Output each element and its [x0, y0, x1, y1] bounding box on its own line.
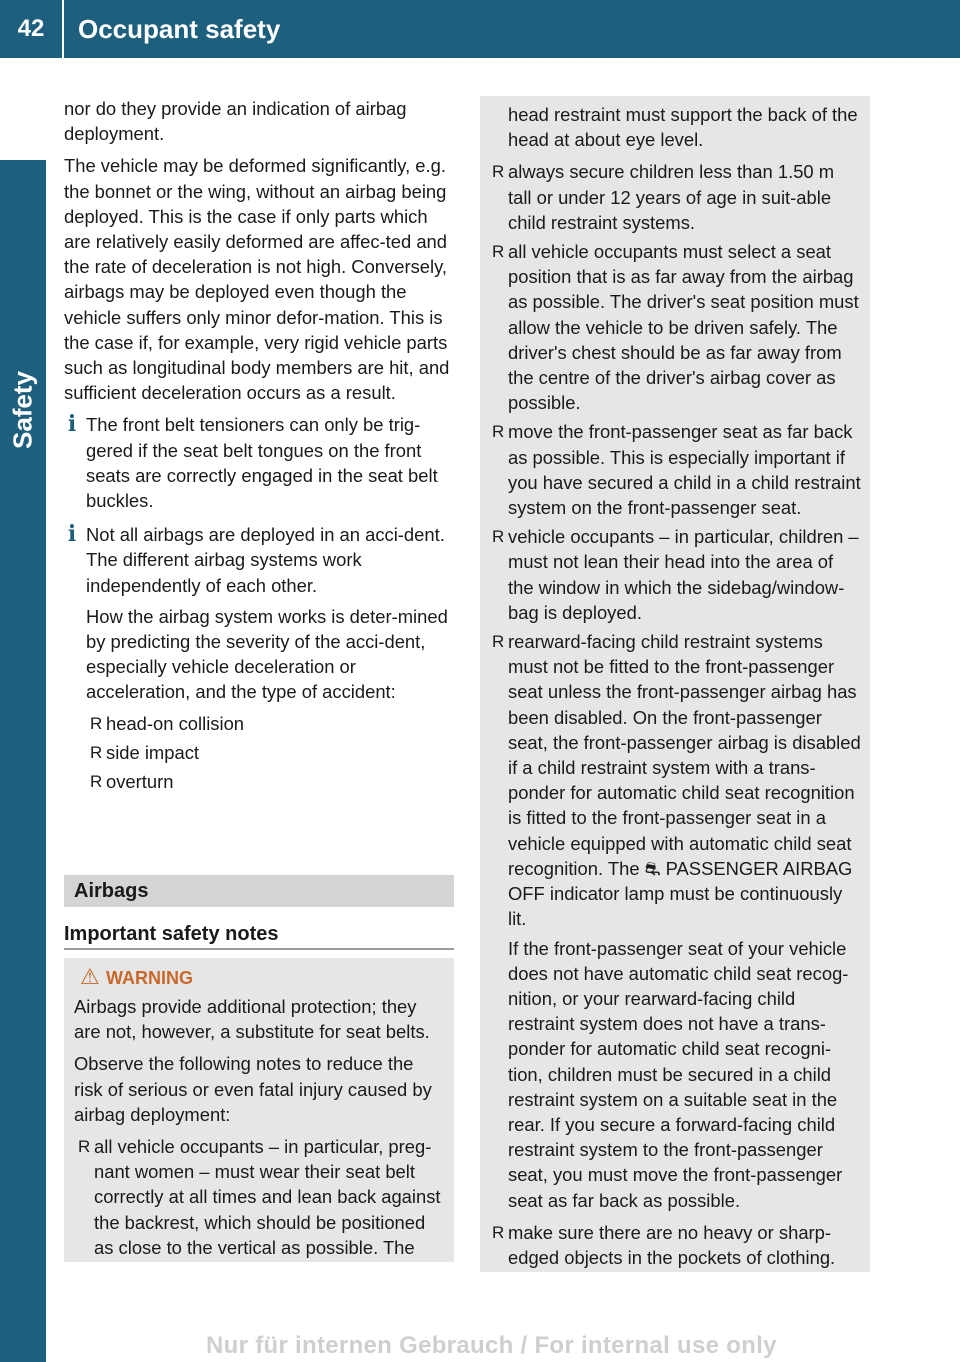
- info-icon: i: [67, 521, 77, 548]
- list-item: R overturn: [86, 769, 456, 794]
- list-item: R always secure children less than 1.50 m tall or under 12 years of age in suit-able child restraint systems.: [492, 159, 862, 235]
- info-note: [64, 522, 456, 794]
- info-note: [64, 412, 456, 513]
- info-icon: i: [67, 411, 77, 438]
- right-column: [480, 96, 870, 1272]
- warning-text: Observe the following notes to reduce the risk of serious or even fatal injury caused by airbag deployment:: [74, 1053, 432, 1125]
- accident-type-list: [86, 711, 456, 795]
- list-item: R make sure there are no heavy or sharp-edged objects in the pockets of clothing.: [492, 1220, 862, 1270]
- list-item: R move the front-passenger seat as far back as possible. This is especially important if you have secured a child in a child restraint system on the front-passenger seat.: [492, 419, 862, 520]
- info-text: Not all airbags are deployed in an acci-dent. The different airbag systems work independently of each other.: [86, 524, 445, 596]
- safety-list: [492, 1220, 862, 1270]
- warning-title: WARNING: [106, 968, 193, 988]
- paragraph: The vehicle may be deformed significantly, e.g. the bonnet or the wing, without an airbag being deployed. This is the case if only parts which are relatively easily deformed are affec-ted and the rate of deceleration is not high. Conversely, airbags may be deployed even though the vehicle suffers only minor defor-mation. This is the case if, for example, very rigid vehicle parts such as longitudinal body members are hit, and sufficient deceleration occurs as a result.: [64, 155, 450, 404]
- list-item: R all vehicle occupants must select a seat position that is as far away from the airbag as possible. The driver's seat position must allow the vehicle to be driven safely. The driver's chest should be as far away from the centre of the driver's airbag cover as possible.: [492, 239, 862, 415]
- warning-list: [74, 1134, 446, 1260]
- page-header: [0, 0, 960, 58]
- list-item: R vehicle occupants – in particular, children – must not lean their head into the area of the window in which the sidebag/window-bag is deployed.: [492, 524, 862, 625]
- list-item: R side impact: [86, 740, 456, 765]
- paragraph: If the front-passenger seat of your vehicle does not have automatic child seat recog-nition, or your rearward-facing child restraint system does not have a trans-ponder for automatic child seat recogni-tion, children must be secured in a child restraint system on a suitable seat in the rear. If you secure a forward-facing child restraint system to the front-passenger seat, you must move the front-passenger seat as far back as possible.: [508, 937, 849, 1211]
- list-item: R rearward-facing child restraint systems must not be fitted to the front-passenger seat unless the front-passenger airbag has been disabled. On the front-passenger seat, the front-passenger airbag is disabled if a child restraint system with a trans-ponder for automatic child seat recognition is fitted to the front-passenger seat in a vehicle equipped with automatic child seat recognition. The ⛐ PASSENGER AIRBAG OFF indicator lamp must be continuously lit.: [492, 629, 862, 931]
- paragraph: head restraint must support the back of the head at about eye level.: [508, 104, 858, 151]
- list-item: R all vehicle occupants – in particular, preg-nant women – must wear their seat belt correctly at all times and lean back against the backrest, which should be positioned as close to the vertical as possible. The: [74, 1134, 446, 1260]
- list-item: R head-on collision: [86, 711, 456, 736]
- warning-box: [64, 958, 454, 1262]
- safety-list: [492, 159, 862, 931]
- warning-text: Airbags provide additional protection; they are not, however, a substitute for seat belts.: [74, 996, 430, 1043]
- page-number: 42: [0, 0, 64, 58]
- airbags-heading: Airbags: [64, 875, 454, 907]
- paragraph: nor do they provide an indication of airbag deployment.: [64, 98, 407, 145]
- left-column: [64, 96, 456, 803]
- chapter-tab-label: Safety: [7, 370, 38, 450]
- info-text: How the airbag system works is deter-mined by predicting the severity of the acci-dent, especially vehicle deceleration or acceleration, and the type of accident:: [86, 605, 448, 703]
- chapter-tab: [0, 160, 46, 1362]
- section-title: Occupant safety: [78, 14, 281, 44]
- safety-notes-heading: Important safety notes: [64, 920, 454, 950]
- warning-title-row: [74, 964, 446, 992]
- info-text: The front belt tensioners can only be trig-gered if the seat belt tongues on the front seats are correctly engaged in the seat belt buckles.: [86, 414, 438, 512]
- warning-triangle-icon: ⚠: [80, 964, 100, 989]
- watermark: Nur für internen Gebrauch / For internal use only: [206, 1332, 777, 1359]
